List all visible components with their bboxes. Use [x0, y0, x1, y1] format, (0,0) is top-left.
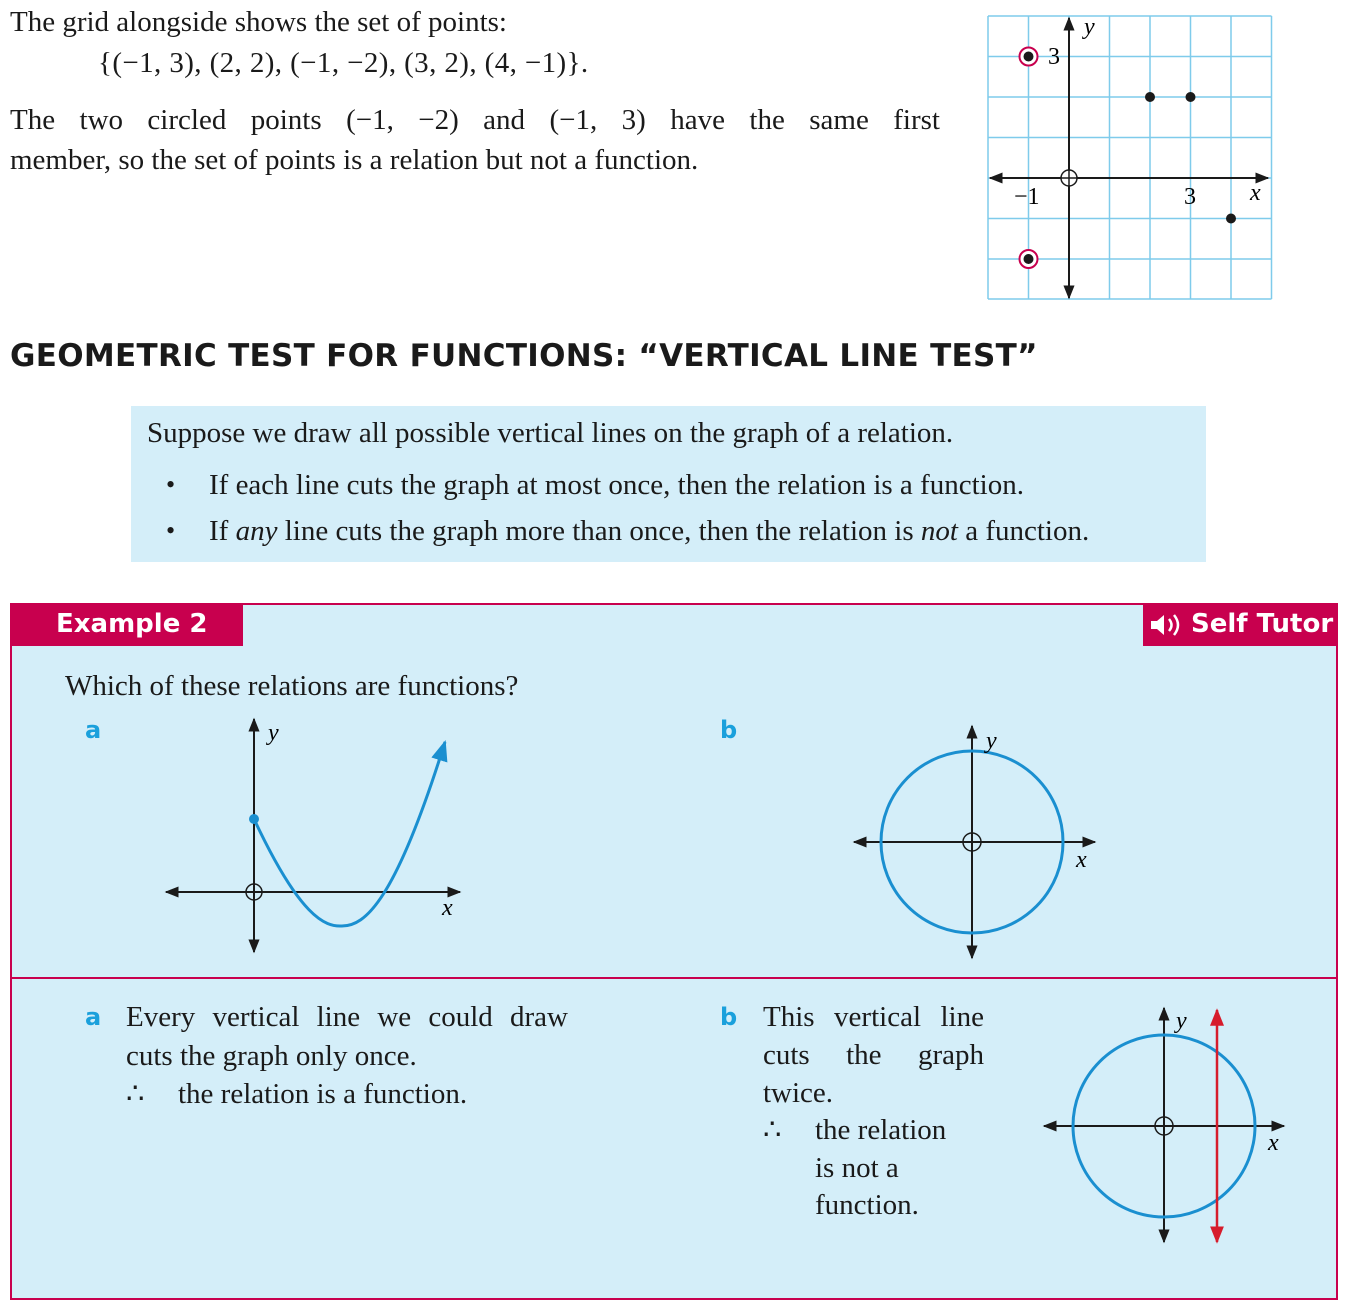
- solution-b-line1: This vertical line: [763, 1001, 984, 1033]
- x-label: x: [1268, 1130, 1279, 1156]
- y-label: y: [986, 728, 997, 754]
- example-label-a: a: [85, 716, 102, 744]
- grid-point-2: [1024, 254, 1034, 264]
- solution-a-line2: cuts the graph only once.: [126, 1040, 417, 1072]
- therefore-symbol-b: ∴: [763, 1114, 782, 1146]
- grid-points: [1020, 48, 1237, 269]
- solution-divider: [10, 977, 1338, 979]
- solution-label-a: a: [85, 1003, 102, 1031]
- tick-x-3: 3: [1184, 184, 1196, 210]
- rule-intro: Suppose we draw all possible vertical lines on the graph of a relation.: [147, 417, 954, 449]
- solution-b-line3: twice.: [763, 1077, 834, 1109]
- grid-point-0: [1024, 52, 1034, 62]
- x-label: x: [1250, 180, 1261, 206]
- y-label: y: [1176, 1008, 1187, 1034]
- example-label-b: b: [720, 716, 738, 744]
- intro-paragraph-line1: The two circled points (−1, −2) and (−1, 3) have the same first: [10, 104, 940, 136]
- x-label: x: [1076, 847, 1087, 873]
- rule-bullet-1: If each line cuts the graph at most once, then the relation is a function.: [209, 469, 1024, 501]
- self-tutor-label: Self Tutor: [1191, 609, 1334, 639]
- speaker-icon: [1149, 613, 1187, 637]
- section-title: GEOMETRIC TEST FOR FUNCTIONS: “VERTICAL LINE TEST”: [10, 338, 1038, 374]
- points-set: {(−1, 3), (2, 2), (−1, −2), (3, 2), (4, −1)}.: [98, 47, 589, 79]
- tick-x-neg1: −1: [1014, 184, 1040, 210]
- bullet-2: •: [166, 516, 176, 545]
- rule-bullet-2: If any line cuts the graph more than once, then the relation is not a function.: [209, 515, 1090, 547]
- intro-paragraph-line2: member, so the set of points is a relation but not a function.: [10, 144, 699, 176]
- intro-line: The grid alongside shows the set of points:: [10, 6, 507, 38]
- therefore-symbol: ∴: [126, 1078, 145, 1110]
- solution-a-line1: Every vertical line we could draw: [126, 1001, 568, 1033]
- example-tag: Example 2: [10, 603, 243, 646]
- parabola-curve: [254, 742, 445, 926]
- solution-b-line4: the relation: [815, 1114, 947, 1146]
- graph-b: [850, 722, 1100, 962]
- self-tutor-button[interactable]: [1143, 603, 1338, 646]
- grid-graph: [980, 8, 1280, 308]
- solution-graph: [1040, 1002, 1290, 1252]
- solution-label-b: b: [720, 1003, 738, 1031]
- y-label: y: [268, 720, 279, 746]
- y-label: y: [1084, 14, 1095, 40]
- grid-point-4: [1226, 214, 1236, 224]
- solution-a-line3: the relation is a function.: [178, 1078, 468, 1110]
- tick-y-3: 3: [1048, 44, 1060, 70]
- graph-a: [160, 712, 470, 957]
- example-question: Which of these relations are functions?: [65, 670, 519, 702]
- grid-point-1: [1145, 92, 1155, 102]
- grid-point-3: [1186, 92, 1196, 102]
- solution-b-line6: function.: [815, 1189, 919, 1221]
- solution-b-line5: is not a: [815, 1152, 899, 1184]
- curve-start-point: [249, 814, 259, 824]
- x-label: x: [442, 895, 453, 921]
- solution-b-line2: cuts the graph: [763, 1039, 984, 1071]
- bullet-1: •: [166, 470, 176, 499]
